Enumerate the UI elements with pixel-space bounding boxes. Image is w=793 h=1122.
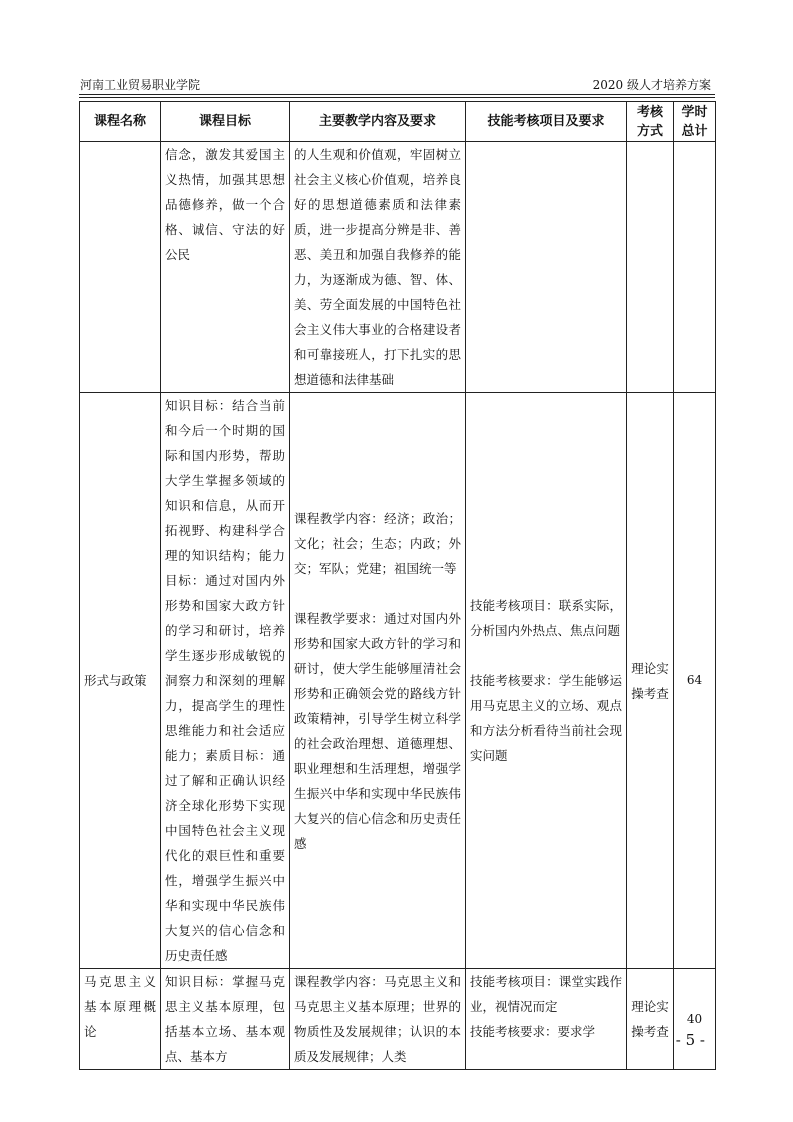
teaching-content-cell: 课程教学内容：马克思主义和马克思主义基本原理；世界的物质性及发展规律；认识的本质及发展规律；人类: [290, 969, 466, 1070]
total-hours-cell: 40: [674, 969, 716, 1070]
course-goal-cell: 知识目标：结合当前和今后一个时期的国际和国内形势，帮助大学生掌握多领域的知识和信息，从而开拓视野、构建科学合理的知识结构；能力目标：通过对国内外形势和国家大政方针的学习和研讨，培养学生逐步形成敏锐的洞察力和深刻的理解力，提高学生的理性思维能力和社会适应能力；素质目标：通过了解和正确认识经济全球化形势下实现中国特色社会主义现代化的艰巨性和重要性，增强学生振兴中华和实现中华民族伟大复兴的信心信念和历史责任感: [161, 393, 290, 969]
skill-assessment-cell: [466, 969, 627, 1070]
course-name-cell: 形式与政策: [80, 393, 161, 969]
teaching-content-cell: 的人生观和价值观，牢固树立社会主义核心价值观，培养良好的思想道德素质和法律素质，进一步提高分辨是非、善恶、美丑和加强自我修养的能力，为逐渐成为德、智、体、美、劳全面发展的中国特色社会主义伟大事业的合格建设者和可靠接班人，打下扎实的思想道德和法律基础: [290, 142, 466, 393]
total-hours-cell: 64: [674, 393, 716, 969]
skill-project-text: 技能考核项目：课堂实践作业，视情况而定: [470, 974, 622, 1014]
assessment-method-cell: [627, 142, 674, 393]
header-document-title: 2020 级人才培养方案: [592, 78, 711, 92]
page-number: - 5 -: [675, 1031, 705, 1049]
course-goal-cell: 信念，激发其爱国主义热情，加强其思想品德修养，做一个合格、诚信、守法的好公民: [161, 142, 290, 393]
table-row: [80, 393, 716, 969]
course-table: [79, 101, 716, 1070]
header-institution: 河南工业贸易职业学院: [80, 78, 201, 92]
table-header-row: [80, 102, 716, 142]
assessment-method-cell: 理论实操考查: [627, 393, 674, 969]
total-hours-cell: [674, 142, 716, 393]
col-header-total-hours: 学时总计: [674, 102, 716, 142]
header-rule-top: [79, 94, 715, 95]
course-name-cell: [80, 142, 161, 393]
course-name-cell: 马克思主义基本原理概论: [80, 969, 161, 1070]
col-header-course-name: 课程名称: [80, 102, 161, 142]
col-header-assessment-method: 考核方式: [627, 102, 674, 142]
skill-requirement-text: 技能考核要求：学生能够运用马克思主义的立场、观点和方法分析看待当前社会现实问题: [470, 673, 622, 763]
assessment-method-cell: 理论实操考查: [627, 969, 674, 1070]
teaching-content-cell: [290, 393, 466, 969]
header-rule-bottom: [79, 97, 715, 98]
skill-project-text: 技能考核项目：联系实际，分析国内外热点、焦点问题: [470, 598, 622, 638]
teaching-content-text: 课程教学内容：经济；政治；文化；社会；生态；内政；外交；军队；党建；祖国统一等: [294, 510, 461, 576]
table-row: [80, 969, 716, 1070]
skill-assessment-cell: [466, 393, 627, 969]
col-header-teaching-content: 主要教学内容及要求: [290, 102, 466, 142]
skill-assessment-cell: [466, 142, 627, 393]
col-header-course-goal: 课程目标: [161, 102, 290, 142]
col-header-skill-assessment: 技能考核项目及要求: [466, 102, 627, 142]
teaching-requirement-text: 课程教学要求：通过对国内外形势和国家大政方针的学习和研讨，使大学生能够厘清社会形势和正确领会党的路线方针政策精神，引导学生树立科学的社会政治理想、道德理想、职业理想和生活理想，增强学生振兴中华和实现中华民族伟大复兴的信心信念和历史责任感: [294, 610, 461, 851]
table-row: [80, 142, 716, 393]
course-goal-cell: 知识目标：掌握马克思主义基本原理，包括基本立场、基本观点、基本方: [161, 969, 290, 1070]
skill-requirement-text: 技能考核要求：要求学: [470, 1024, 596, 1039]
